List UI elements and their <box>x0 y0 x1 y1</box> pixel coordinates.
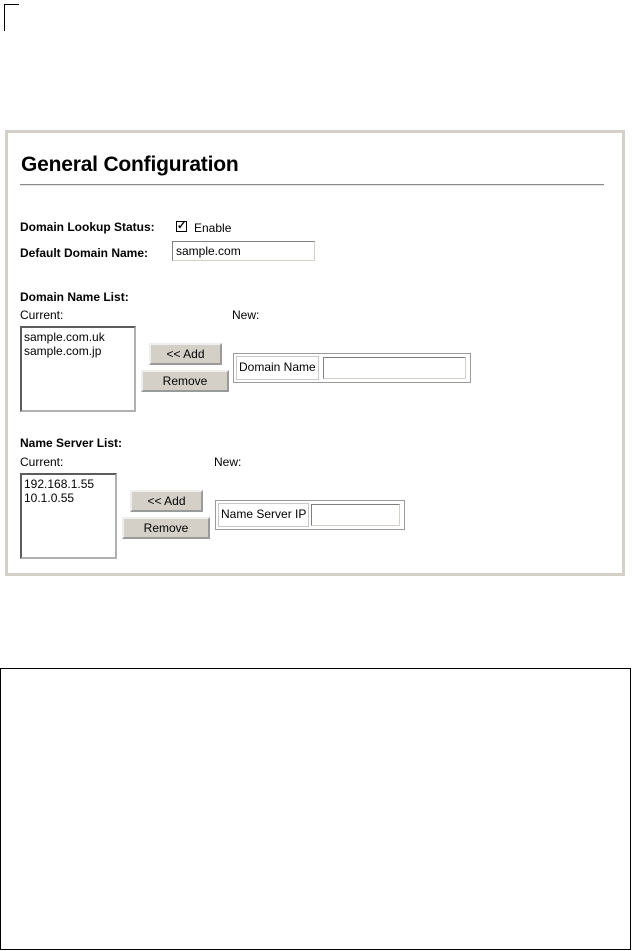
new-domain-name-row <box>233 353 471 383</box>
domain-current-label: Current: <box>20 308 64 322</box>
page-corner-mark <box>4 4 19 31</box>
page-title: General Configuration <box>21 153 239 176</box>
new-name-server-row <box>215 500 405 530</box>
name-server-list-heading: Name Server List: <box>20 436 123 450</box>
empty-bordered-box <box>0 668 631 950</box>
domain-current-listbox[interactable] <box>20 326 136 412</box>
list-item[interactable]: sample.com.jp <box>24 344 102 358</box>
domain-new-label: New: <box>232 308 260 322</box>
domain-name-list-heading: Domain Name List: <box>20 290 129 304</box>
checkmark-icon: ✓ <box>177 220 187 232</box>
domain-remove-button[interactable]: Remove <box>141 370 229 392</box>
title-divider <box>20 184 604 186</box>
name-server-ip-field-label: Name Server IP <box>218 503 309 527</box>
domain-name-input[interactable] <box>323 357 466 379</box>
list-item[interactable]: 192.168.1.55 <box>24 477 95 491</box>
name-server-new-label: New: <box>214 455 242 469</box>
domain-add-button[interactable]: << Add <box>149 343 222 365</box>
name-server-remove-button[interactable]: Remove <box>122 517 210 539</box>
default-domain-name-label: Default Domain Name: <box>20 246 149 260</box>
domain-name-field-label: Domain Name <box>236 356 319 380</box>
enable-label: Enable <box>194 221 232 235</box>
name-server-ip-input[interactable] <box>311 504 400 526</box>
domain-lookup-enable-checkbox[interactable] <box>176 221 187 232</box>
general-configuration-panel <box>5 130 625 576</box>
list-item[interactable]: sample.com.uk <box>24 330 105 344</box>
name-server-current-listbox[interactable] <box>20 473 117 559</box>
name-server-add-button[interactable]: << Add <box>130 490 203 512</box>
domain-lookup-status-label: Domain Lookup Status: <box>20 220 155 234</box>
list-item[interactable]: 10.1.0.55 <box>24 491 75 505</box>
default-domain-name-input[interactable] <box>172 241 315 261</box>
name-server-current-label: Current: <box>20 455 64 469</box>
